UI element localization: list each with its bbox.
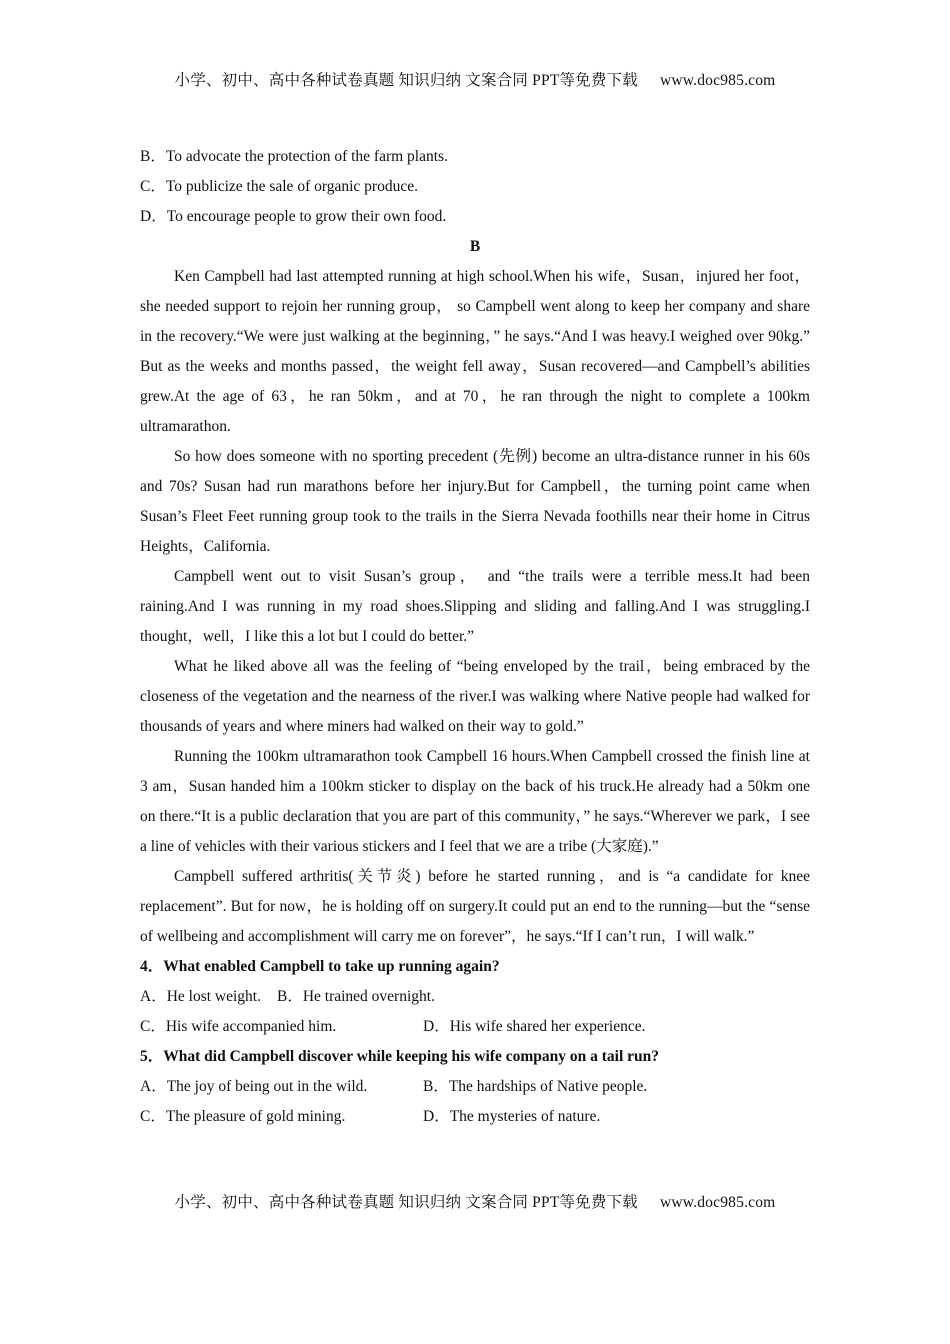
question-4-option-a: A．He lost weight. (140, 988, 261, 1005)
page-header (0, 68, 950, 90)
section-heading: B (469, 238, 481, 255)
header-text: 小学、初中、高中各种试卷真题 知识归纳 文案合同 PPT等免费下载 (174, 72, 638, 89)
prev-option-c: C．To publicize the sale of organic produce. (140, 178, 418, 195)
question-5-options-row-1 (140, 1072, 810, 1102)
passage-paragraph-6: Campbell suffered arthritis(关节炎) before he started running，and is “a candidate for knee replacement”. But for now，he is holding off on surgery.It could put an end to the running—but the “sense of wellbeing and accomplishment will carry me on forever”，he says.“If I can’t run，I will walk.” (140, 868, 810, 945)
question-4-stem: 4．What enabled Campbell to take up running again? (140, 958, 500, 975)
passage-paragraph-4: What he liked above all was the feeling of “being enveloped by the trail，being embraced by the closeness of the vegetation and the nearness of the river.I was walking where Native people had walked for thousands of years and where miners had walked on their way to gold.” (140, 658, 810, 735)
prev-option-d: D．To encourage people to grow their own food. (140, 208, 447, 225)
question-5-option-c: C．The pleasure of gold mining. (140, 1108, 346, 1125)
page-footer (0, 1190, 950, 1212)
passage-paragraph-1: Ken Campbell had last attempted running at high school.When his wife，Susan，injured her foot， she needed support to rejoin her running group， so Campbell went along to keep her company and share in the recovery.“We were just walking at the beginning，” he says.“And I was heavy.I weighed over 90kg.” But as the weeks and months passed，the weight fell away，Susan recovered—and Campbell’s abilities grew.At the age of 63，he ran 50km，and at 70，he ran through the night to complete a 100km ultramarathon. (140, 268, 810, 435)
question-4-option-d: D．His wife shared her experience. (423, 1018, 646, 1035)
passage-paragraph-3: Campbell went out to visit Susan’s group， and “the trails were a terrible mess.It had been raining.And I was running in my road shoes.Slipping and sliding and falling.And I was struggling.I thought，well，I like this a lot but I could do better.” (140, 568, 810, 645)
prev-option-b: B．To advocate the protection of the farm plants. (140, 148, 448, 165)
footer-text: 小学、初中、高中各种试卷真题 知识归纳 文案合同 PPT等免费下载 (174, 1194, 638, 1211)
question-5-options-row-2 (140, 1102, 810, 1132)
question-5-option-a: A．The joy of being out in the wild. (140, 1078, 368, 1095)
passage-paragraph-5: Running the 100km ultramarathon took Campbell 16 hours.When Campbell crossed the finish line at 3 am，Susan handed him a 100km sticker to display on the back of his truck.He already had a 50km one on there.“It is a public declaration that you are part of this community，” he says.“Wherever we park，I see a line of vehicles with their various stickers and I feel that we are a tribe (大家庭).” (140, 748, 810, 855)
question-4-options-row-1 (140, 982, 810, 1012)
question-5-stem: 5．What did Campbell discover while keeping his wife company on a tail run? (140, 1048, 660, 1065)
question-5-option-d: D．The mysteries of nature. (423, 1108, 601, 1125)
footer-site-link[interactable]: www.doc985.com (659, 1194, 776, 1211)
document-body (140, 142, 810, 1132)
question-5-option-b: B．The hardships of Native people. (423, 1078, 648, 1095)
question-4-options-row-2 (140, 1012, 810, 1042)
header-site-link[interactable]: www.doc985.com (659, 72, 776, 89)
passage-paragraph-2: So how does someone with no sporting precedent (先例) become an ultra-distance runner in his 60s and 70s? Susan had run marathons before her injury.But for Campbell，the turning point came when Susan’s Fleet Feet running group took to the trails in the Sierra Nevada foothills near their home in Citrus Heights，California. (140, 448, 810, 555)
question-4-option-c: C．His wife accompanied him. (140, 1018, 337, 1035)
question-4-option-b: B．He trained overnight. (276, 988, 435, 1005)
